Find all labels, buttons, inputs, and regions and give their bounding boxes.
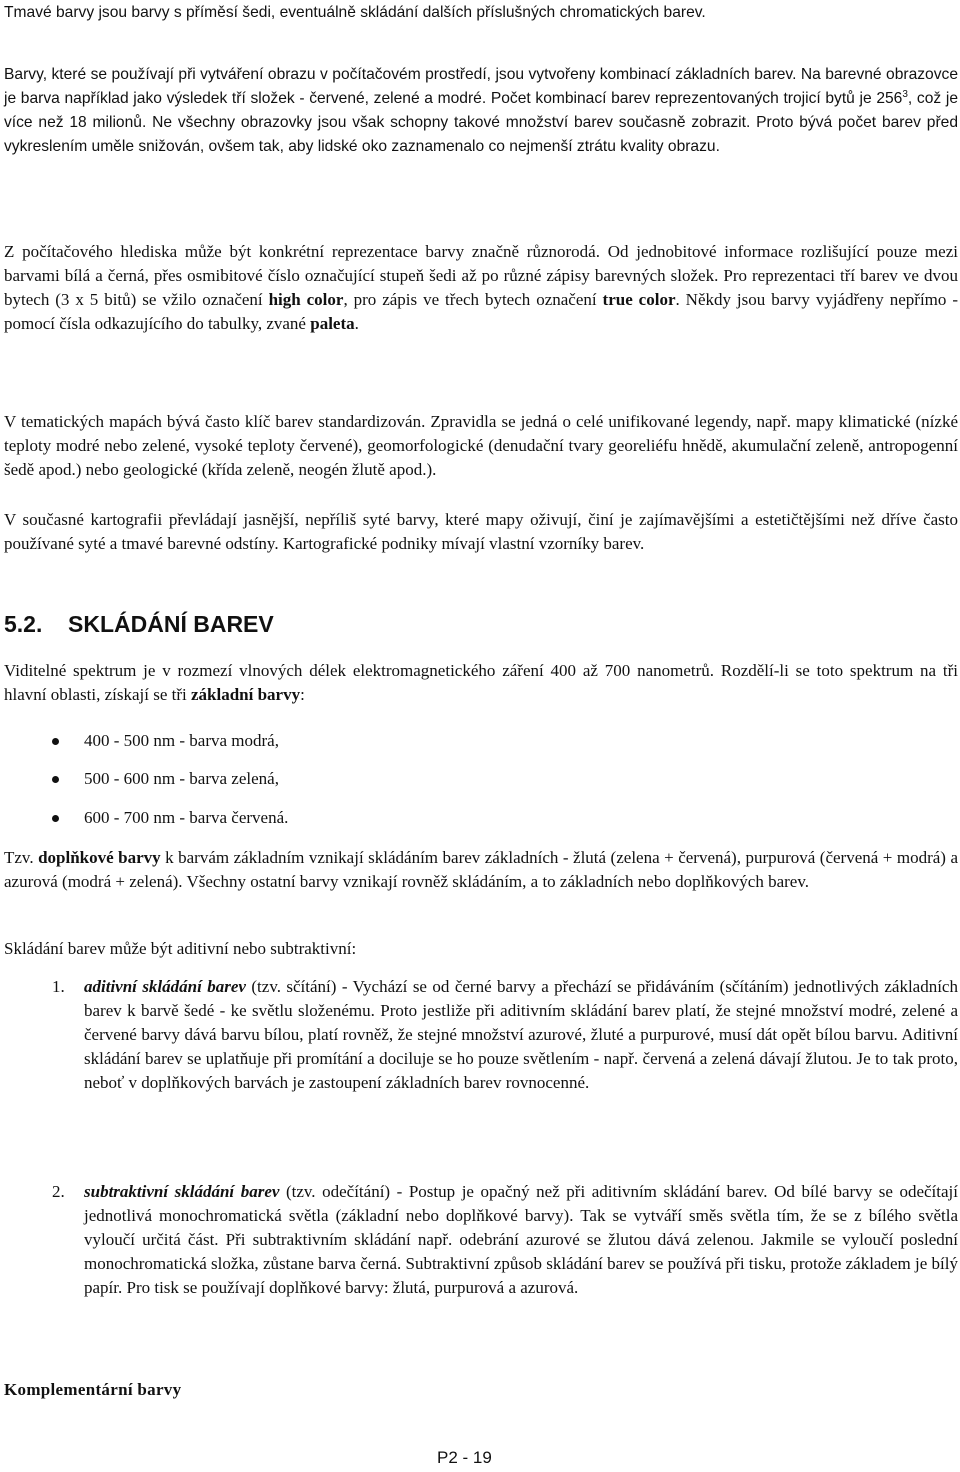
paragraph-complementary-colors: Tzv. doplňkové barvy k barvám základním vznikají skládáním barev základních - žlutá (zelena + červená), purpurová (červená + modrá) a azurová (modrá + zelená). Všechny ostatní barvy vznikají rovněž skládáním, a to základních nebo doplňkových barev. [4,848,958,891]
paragraph-modern-cartography: V současné kartografii převládají jasnější, nepříliš syté barvy, které mapy oživují, činí je zajímavějšími a estetičtějšími než dříve často používané syté a tmavé barevné odstíny. Kartografické podniky mívají vlastní vzorníky barev. [4,510,958,553]
section-heading: 5.2. SKLÁDÁNÍ BAREV [4,611,274,637]
bullet-icon [52,815,59,822]
bullet-icon [52,776,59,783]
page-number: P2 - 19 [437,1448,492,1467]
paragraph-dark-colors: Tmavé barvy jsou barvy s příměsí šedi, eventuálně skládání dalších příslušných chromatických barev. [4,4,706,21]
list-number: 2. [52,1182,65,1201]
list-number: 1. [52,977,65,996]
paragraph-visible-spectrum: Viditelné spektrum je v rozmezí vlnových délek elektromagnetického záření 400 až 700 nanometrů. Rozdělí-li se toto spektrum na tři hlavní oblasti, získají se tři základní barvy: [4,661,958,704]
list-item-additive: aditivní skládání barev (tzv. sčítání) - Vychází se od černé barvy a přechází se přidáváním (sčítáním) jednotlivých základních barev k barvě šedé - ke světlu složenému. Proto jestliže při aditivním skládání barev platí, že stejné množství modré, zelené a červené barvy dává barvu bílou, platí rovněž, že stejné množství azurové, žluté a purpurové, musí dát opět bílou barvu. Aditivní skládání barev se uplatňuje při promítání a dociluje se ho pouze světlením - např. červená a zelená dávají žlutou. Je to tak proto, neboť v doplňkových barvách je zastoupení základních barev rovnocenné. [84,977,958,1092]
subheading-complementary: Komplementární barvy [4,1380,182,1399]
bullet-icon [52,738,59,745]
list-item-subtractive: subtraktivní skládání barev (tzv. odečítání) - Postup je opačný než při aditivním skládání barev. Od bílé barvy se odečítají jednotlivá monochromatická světla (základní nebo doplňkové barvy). Tak se vytváří směs světla tím, že se z bílého světla vyloučí určitá část. Při subtraktivním skládání např. odebrání azurové se žlutou dává zelenou. Jakmile se vyloučí poslední monochromatická složka, zůstane barva černá. Subtraktivní způsob skládání barev se používá při tisku, protože základem je bílý papír. Pro tisk se používají doplňkové barvy: žlutá, purpurová a azurová. [84,1182,958,1297]
paragraph-mixing-types: Skládání barev může být aditivní nebo subtraktivní: [4,939,357,958]
paragraph-computer-colors: Barvy, které se používají při vytváření obrazu v počítačovém prostředí, jsou vytvořeny kombinací základních barev. Na barevné obrazovce je barva například jako výsledek tří složek - červené, zelené a modré. Počet kombinací barev reprezentovaných trojicí bytů je $256^3$, což je více než 18 milionů. Ne všechny obrazovky jsou však schopny takové množství barev současně zobrazit. Proto bývá počet barev před vykreslením uměle snižován, ovšem tak, aby lidské oko zaznamenalo co nejmenší ztrátu kvality obrazu. [4,66,958,155]
document-page: Tmavé barvy jsou barvy s příměsí šedi, eventuálně skládání dalších příslušných chromatických barev. Barvy, které se používají při vytváření obrazu v počítačovém prostředí, jsou vytvořeny kombinací základních barev. Na barevné obrazovce je barva například jako výsledek tří složek - červené, zelené a modré. Počet kombinací barev reprezentovaných trojicí bytů je $256^3$, což je více než 18 milionů. Ne všechny obrazovky jsou však schopny takové množství barev současně zobrazit. Proto bývá počet barev před vykreslením uměle snižován, ovšem tak, aby lidské oko zaznamenalo co nejmenší ztrátu kvality obrazu. Z počítačového hlediska může být konkrétní reprezentace barvy značně různorodá. Od jednobitové informace rozlišující pouze mezi barvami bílá a černá, přes osmibitové číslo označující stupeň šedi až po různé zápisy barevných složek. Pro reprezentaci tří barev ve dvou bytech (3 x 5 bitů) se vžilo označení high color, pro zápis ve třech bytech označení true color. Někdy jsou barvy vyjádřeny nepřímo - pomocí čísla odkazujícího do tabulky, zvané paleta. V tematických mapách bývá často klíč barev standardizován. Zpravidla se jedná o celé unifikované legendy, např. mapy klimatické (nízké teploty modré nebo zelené, vysoké teploty červené), geomorfologické (denudační tvary georeliéfu hnědě, akumulační zeleně, antropogenní šedě apod.) nebo geologické (křída zeleně, neogén žlutě apod.). V současné kartografii převládají jasnější, nepříliš syté barvy, které mapy oživují, činí je zajímavějšími a estetičtějšími než dříve často používané syté a tmavé barevné odstíny. Kartografické podniky mívají vlastní vzorníky barev. 5.2. SKLÁDÁNÍ BAREV Viditelné spektrum je v rozmezí vlnových délek elektromagnetického záření 400 až 700 nanometrů. Rozdělí-li se toto spektrum na tři hlavní oblasti, získají se tři základní barvy: 400 - 500 nm - barva modrá, 500 - 600 nm - barva zelená, 600 - 700 nm - barva červená. Tzv. doplňkové barvy k barvám základním vznikají skládáním barev základních - žlutá (zelena + červená), purpurová (červená + modrá) a azurová (modrá + zelená). Všechny ostatní barvy vznikají rovněž skládáním, a to základních nebo doplňkových barev. Skládání barev může být aditivní nebo subtraktivní: 1. aditivní skládání barev (tzv. sčítání) - Vychází se od černé barvy a přechází se přidáváním (sčítáním) jednotlivých základních barev k barvě šedé - ke světlu složenému. Proto jestliže při aditivním skládání barev platí, že stejné množství modré, zelené a červené barvy dává barvu bílou, platí rovněž, že stejné množství azurové, žluté a purpurové, musí dát opět bílou barvu. Aditivní skládání barev se uplatňuje při promítání a dociluje se ho pouze světlením - např. červená a zelená dávají žlutou. Je to tak proto, neboť v doplňkových barvách je zastoupení základních barev rovnocenné. 2. subtraktivní skládání barev (tzv. odečítání) - Postup je opačný než při aditivním skládání barev. Od bílé barvy se odečítají jednotlivá monochromatická světla (základní nebo doplňkové barvy). Tak se vytváří směs světla tím, že se z bílého světla vyloučí určitá část. Při subtraktivním skládání např. odebrání azurové se žlutou dává zelenou. Jakmile se vyloučí poslední monochromatická složka, zůstane barva černá. Subtraktivní způsob skládání barev se používá při tisku, protože základem je bílý papír. Pro tisk se používají doplňkové barvy: žlutá, purpurová a azurová. Komplementární barvy P2 - 19 [0,0,960,1472]
paragraph-thematic-maps: V tematických mapách bývá často klíč barev standardizován. Zpravidla se jedná o celé unifikované legendy, např. mapy klimatické (nízké teploty modré nebo zelené, vysoké teploty červené), geomorfologické (denudační tvary georeliéfu hnědě, akumulační zeleně, antropogenní šedě apod.) nebo geologické (křída zeleně, neogén žlutě apod.). [4,412,958,479]
paragraph-color-representation: Z počítačového hlediska může být konkrétní reprezentace barvy značně různorodá. Od jednobitové informace rozlišující pouze mezi barvami bílá a černá, přes osmibitové číslo označující stupeň šedi až po různé zápisy barevných složek. Pro reprezentaci tří barev ve dvou bytech (3 x 5 bitů) se vžilo označení high color, pro zápis ve třech bytech označení true color. Někdy jsou barvy vyjádřeny nepřímo - pomocí čísla odkazujícího do tabulky, zvané paleta. [4,242,958,333]
